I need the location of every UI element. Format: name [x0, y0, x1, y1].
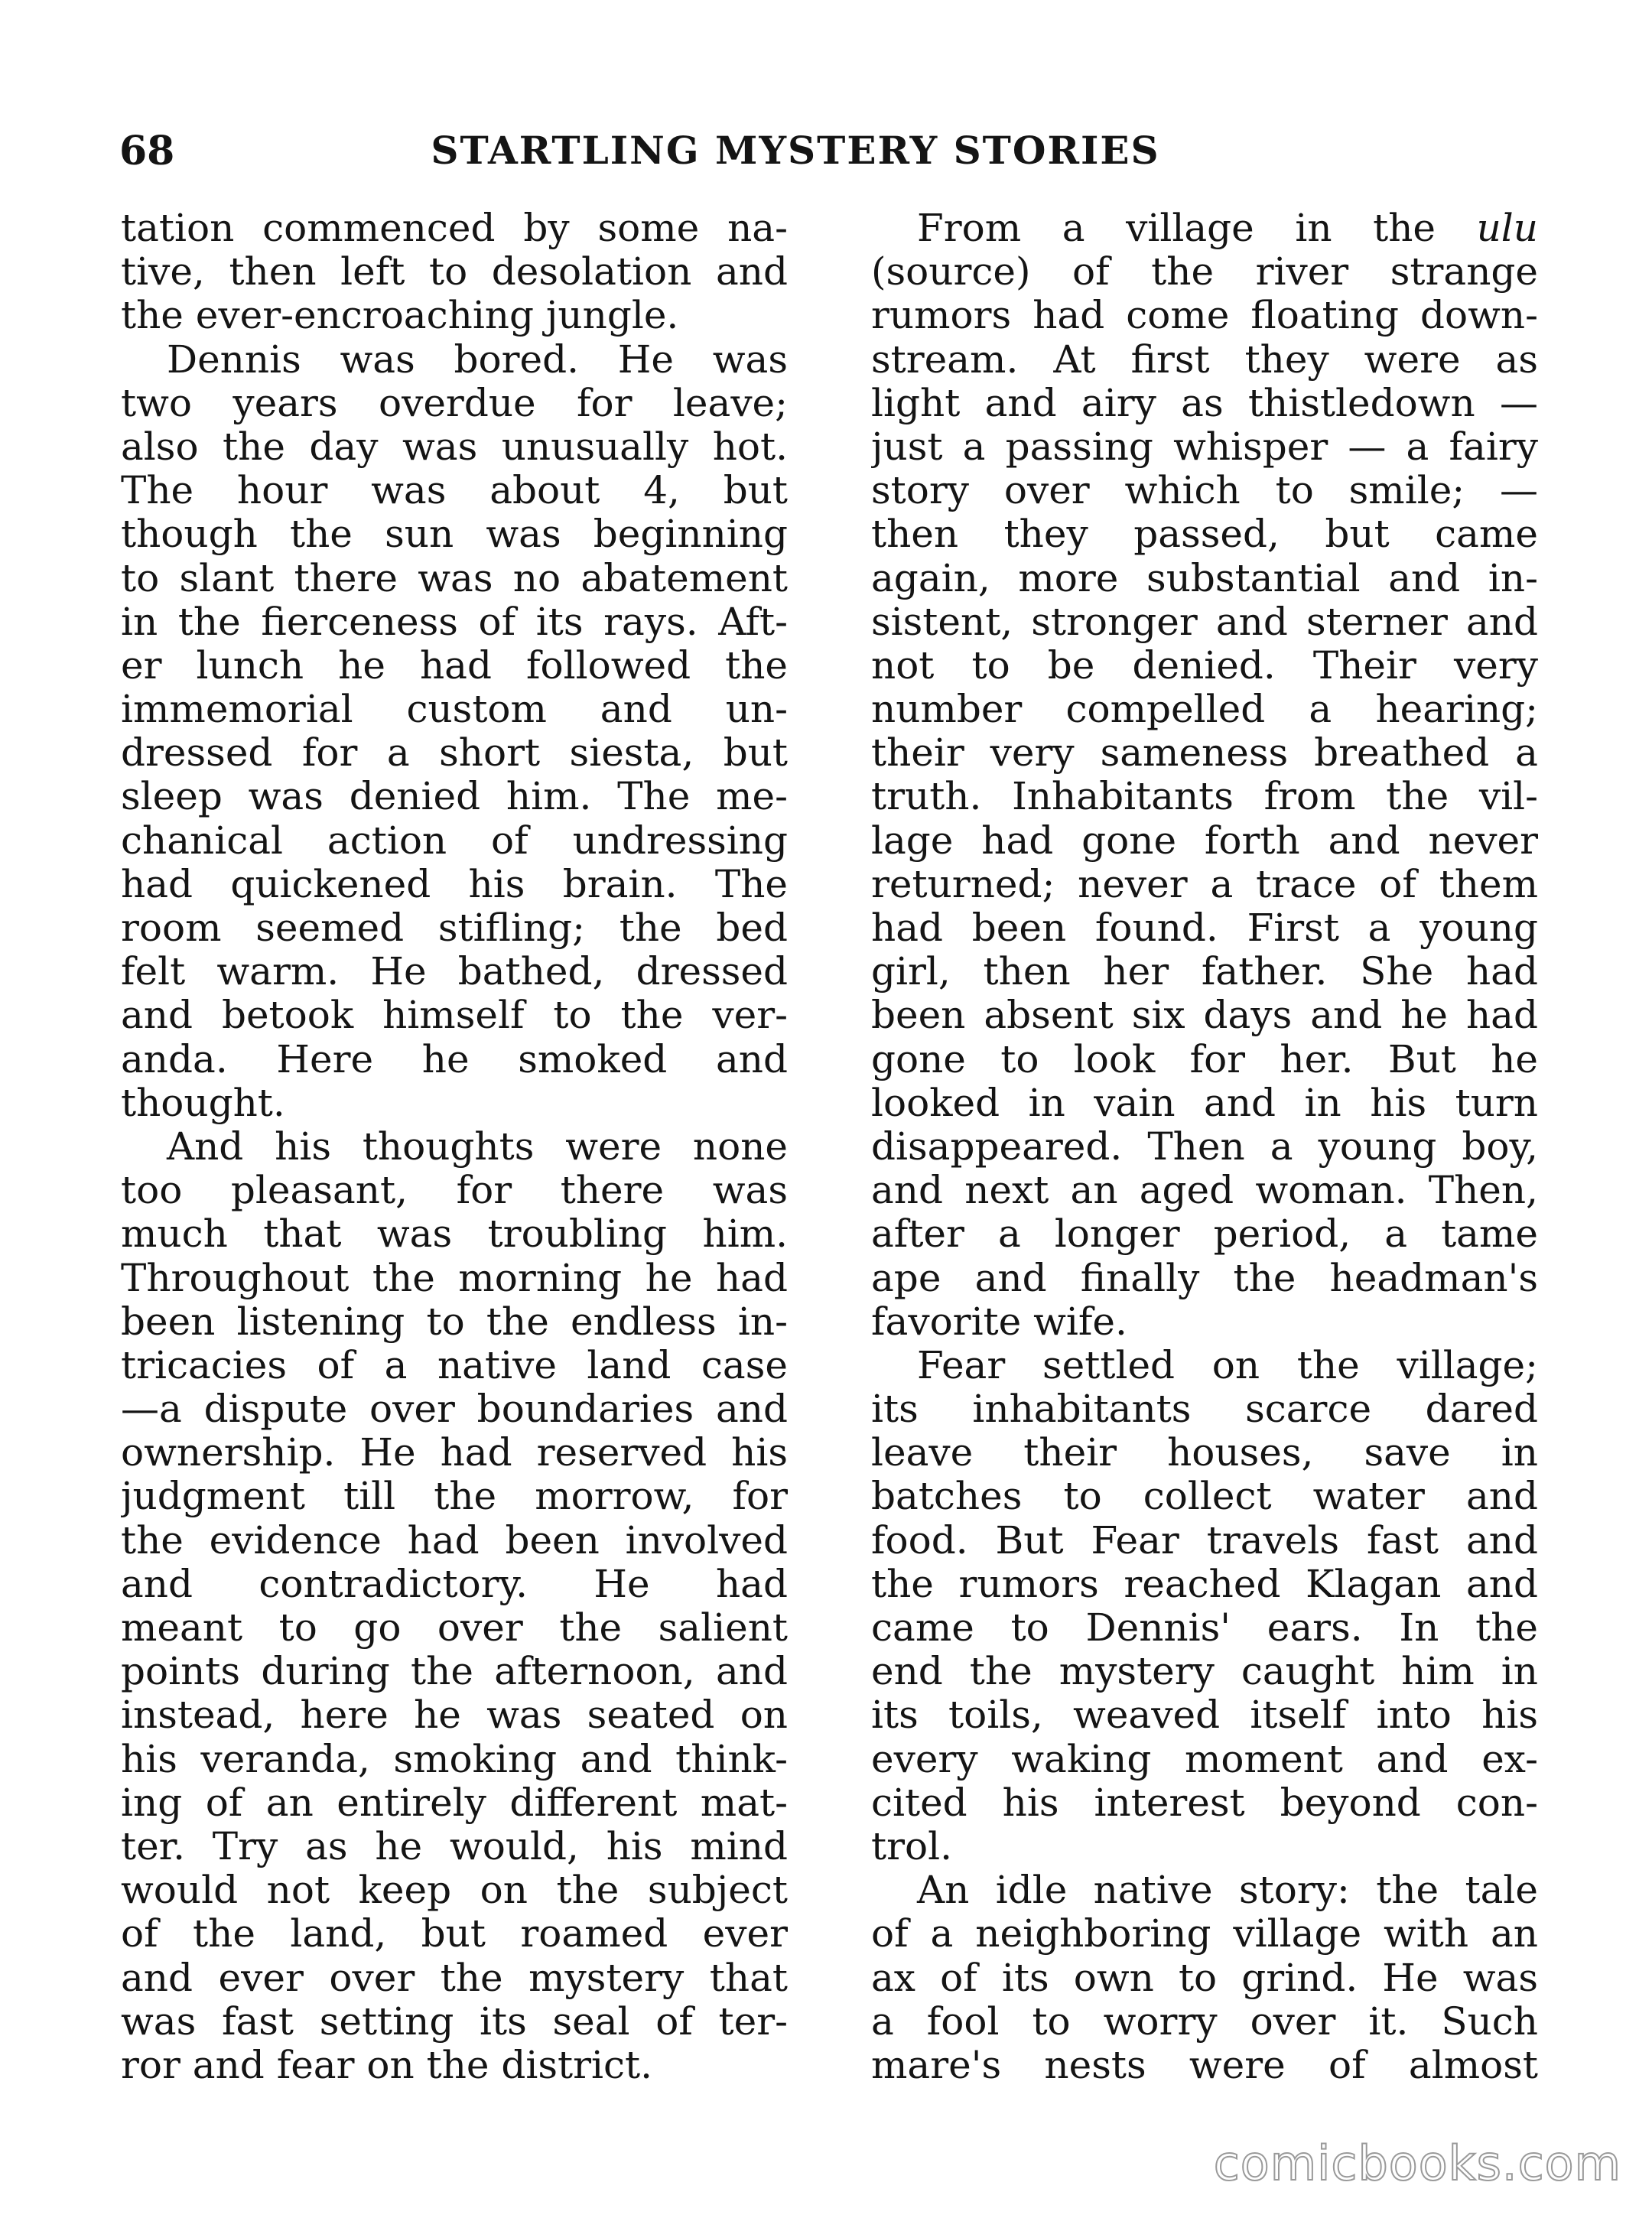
text-line: again, more substantial and in- [871, 556, 1538, 600]
text-line: ax of its own to grind. He was [871, 1956, 1538, 2000]
text-line: An idle native story: the tale [917, 1868, 1538, 1913]
text-line: and betook himself to the ver- [121, 994, 788, 1038]
text-line: the ever-encroaching jungle. [121, 294, 679, 338]
watermark-logo: comicbooks.com [1213, 2135, 1621, 2191]
text-line: had been found. First a young [871, 906, 1538, 950]
text-line: also the day was unusually hot. [121, 424, 788, 469]
text-line: would not keep on the subject [121, 1868, 788, 1913]
text-line: not to be denied. Their very [871, 643, 1538, 688]
text-line: The hour was about 4, but [121, 469, 788, 513]
text-line: tricacies of a native land case [121, 1343, 788, 1387]
running-title: STARTLING MYSTERY STORIES [431, 128, 1160, 173]
text-line: anda. Here he smoked and [121, 1037, 788, 1081]
text-line: just a passing whisper — a fairy [871, 424, 1538, 469]
text-line: had quickened his brain. The [121, 862, 788, 906]
text-line: its toils, weaved itself into his [871, 1693, 1538, 1738]
text-line: ape and finally the headman's [871, 1256, 1538, 1300]
text-line: end the mystery caught him in [871, 1650, 1538, 1694]
text-line: dressed for a short siesta, but [121, 731, 788, 776]
text-column-left [121, 207, 788, 2087]
text-line: instead, here he was seated on [121, 1693, 788, 1738]
text-line: of a neighboring village with an [871, 1912, 1538, 1956]
text-line: light and airy as thistledown — [871, 381, 1538, 425]
text-line: much that was troubling him. [121, 1212, 788, 1257]
text-line: From a village in the ulu [917, 207, 1538, 250]
text-line: story over which to smile; — [871, 469, 1538, 513]
text-line: er lunch he had followed the [121, 643, 788, 688]
text-line: its inhabitants scarce dared [871, 1387, 1538, 1432]
text-line: after a longer period, a tame [871, 1212, 1538, 1257]
text-line: Dennis was bored. He was [167, 337, 788, 382]
text-line: judgment till the morrow, for [121, 1475, 788, 1519]
text-line: batches to collect water and [871, 1475, 1538, 1519]
text-line: was fast setting its seal of ter- [121, 1999, 788, 2044]
text-line: leave their houses, save in [871, 1431, 1538, 1475]
text-line: truth. Inhabitants from the vil- [871, 775, 1538, 819]
text-line: too pleasant, for there was [121, 1169, 788, 1213]
text-line: gone to look for her. But he [871, 1037, 1538, 1081]
text-line: ing of an entirely different mat- [121, 1781, 788, 1825]
text-line: points during the afternoon, and [121, 1650, 788, 1694]
text-line: tation commenced by some na- [121, 207, 788, 250]
text-line: their very sameness breathed a [871, 731, 1538, 776]
text-line: tive, then left to desolation and [121, 250, 788, 294]
text-line: Fear settled on the village; [917, 1343, 1538, 1387]
text-line: stream. At first they were as [871, 337, 1538, 382]
text-line: then they passed, but came [871, 512, 1538, 557]
text-line: lage had gone forth and never [871, 818, 1538, 863]
text-line: and next an aged woman. Then, [871, 1169, 1538, 1213]
text-line: returned; never a trace of them [871, 862, 1538, 906]
text-line: and ever over the mystery that [121, 1956, 788, 2000]
text-line: been absent six days and he had [871, 994, 1538, 1038]
text-line: And his thoughts were none [167, 1124, 788, 1169]
text-line: immemorial custom and un- [121, 688, 788, 732]
text-line: every waking moment and ex- [871, 1737, 1538, 1781]
text-line: of the land, but roamed ever [121, 1912, 788, 1956]
text-line: trol. [871, 1824, 952, 1868]
text-line: chanical action of undressing [121, 818, 788, 863]
text-line: food. But Fear travels fast and [871, 1518, 1538, 1563]
text-line: in the fierceness of its rays. Aft- [121, 600, 788, 644]
text-line: to slant there was no abatement [121, 556, 788, 600]
text-line: ter. Try as he would, his mind [121, 1824, 788, 1868]
text-line: thought. [121, 1081, 285, 1125]
text-line: looked in vain and in his turn [871, 1081, 1538, 1125]
text-line: rumors had come floating down- [871, 294, 1538, 338]
text-line: though the sun was beginning [121, 512, 788, 557]
text-line: been listening to the endless in- [121, 1299, 788, 1344]
text-line: room seemed stifling; the bed [121, 906, 788, 950]
text-line: meant to go over the salient [121, 1606, 788, 1650]
text-line: came to Dennis' ears. In the [871, 1606, 1538, 1650]
text-line: the evidence had been involved [121, 1518, 788, 1563]
text-line: two years overdue for leave; [121, 381, 788, 425]
text-line: sleep was denied him. The me- [121, 775, 788, 819]
text-line: —a dispute over boundaries and [121, 1387, 788, 1432]
text-line: a fool to worry over it. Such [871, 1999, 1538, 2044]
page-number: 68 [119, 128, 175, 174]
text-line: favorite wife. [871, 1299, 1127, 1344]
text-line: (source) of the river strange [871, 250, 1538, 294]
text-line: sistent, stronger and sterner and [871, 600, 1538, 644]
text-line: felt warm. He bathed, dressed [121, 950, 788, 994]
text-line: Throughout the morning he had [121, 1256, 788, 1300]
text-line: disappeared. Then a young boy, [871, 1124, 1538, 1169]
text-line: and contradictory. He had [121, 1562, 788, 1606]
text-line: the rumors reached Klagan and [871, 1562, 1538, 1606]
text-line: his veranda, smoking and think- [121, 1737, 788, 1781]
text-line: cited his interest beyond con- [871, 1781, 1538, 1825]
text-line: girl, then her father. She had [871, 950, 1538, 994]
text-line: ror and fear on the district. [121, 2043, 653, 2087]
text-line: ownership. He had reserved his [121, 1431, 788, 1475]
text-line: mare's nests were of almost [871, 2043, 1538, 2087]
text-line: number compelled a hearing; [871, 688, 1538, 732]
text-column-right [871, 207, 1538, 2087]
